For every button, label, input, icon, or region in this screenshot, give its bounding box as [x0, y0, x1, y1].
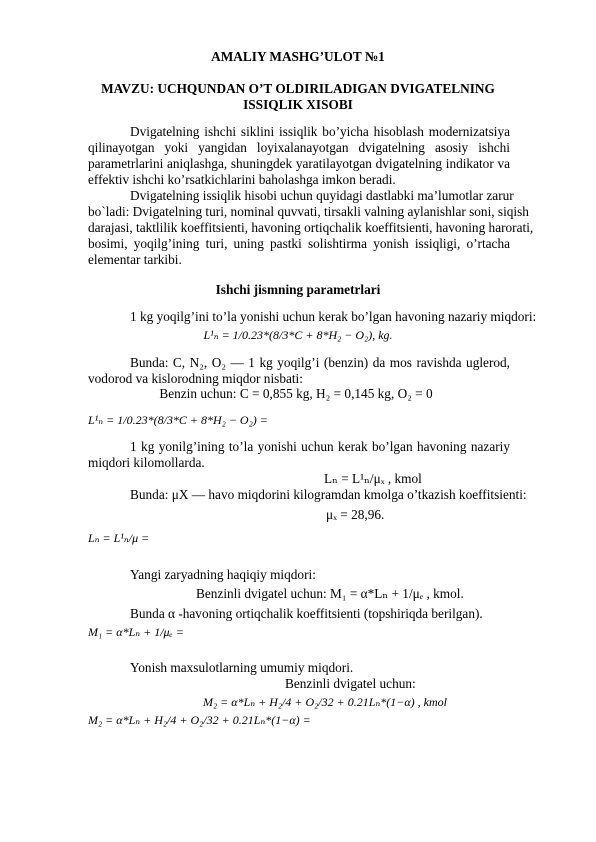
products-title: Yonish maxsulotlarning umumiy miqdori.: [130, 660, 354, 675]
document-title: AMALIY MASHG’ULOT №1: [211, 49, 385, 64]
bunda-mu: Bunda: μX — havo miqdorini kilogramdan kmolga o’tkazish koeffitsienti:: [130, 487, 527, 502]
formula-m2: M₂ = α*Lₙ + H₂/4 + O₂/32 + 0.21Lₙ*(1−α) , kmol: [203, 695, 447, 709]
air-intro: 1 kg yoqilg’ini to’la yonishi uchun kerak bo’lgan havoning nazariy miqdori:: [130, 309, 537, 324]
intro-line: qilinayotgan yoki yangidan loyixalanayotgan dvigatelning asosiy ishchi: [88, 140, 510, 155]
subject-line-1: MAVZU: UCHQUNDAN O’T OLDIRILADIGAN DVIGATELNING: [101, 81, 495, 96]
initial-data-line: bo`ladi: Dvigatelning turi, nominal quvvati, tirsakli valning aylanishlar soni, siqish: [88, 204, 529, 219]
fresh-charge: Yangi zaryadning haqiqiy miqdori:: [130, 567, 316, 582]
formula-l: Lₙ = L¹ₙ/μₓ , kmol: [324, 471, 422, 486]
calc-l0: L¹ₙ = 1/0.23*(8/3*C + 8*H₂ − O₂) =: [88, 413, 268, 427]
initial-data-line: darajasi, taktlilik koeffitsienti, havoning ortiqchalik koeffitsienti, havoning harorati,: [88, 220, 534, 235]
benzin-engine: Benzinli dvigatel uchun:: [285, 676, 416, 691]
initial-data-line: Dvigatelning issiqlik hisobi uchun quyidagi dastlabki ma’lumotlar zarur: [130, 188, 514, 203]
intro-line: Dvigatelning ishchi siklini issiqlik bo’yicha hisoblash modernizatsiya: [130, 124, 510, 139]
bunda-line: vodorod va kislorodning miqdor nisbati:: [88, 371, 303, 386]
formula-l0: L¹ₙ = 1/0.23*(8/3*C + 8*H₂ − O₂), kg.: [203, 328, 393, 342]
intro-line: effektiv ishchi ko’rsatkichlarini baholashga imkon beradi.: [88, 172, 396, 187]
bunda-line: Bunda: C, N₂, O₂ — 1 kg yoqilg’i (benzin) da mos ravishda uglerod,: [130, 355, 510, 370]
initial-data-line: elementar tarkibi.: [88, 252, 182, 267]
calc-m2: M₂ = α*Lₙ + H₂/4 + O₂/32 + 0.21Lₙ*(1−α) =: [88, 713, 311, 727]
kmol-intro-line: miqdori kilomollarda.: [88, 455, 205, 470]
mu-value: μₓ = 28,96.: [326, 507, 385, 522]
kmol-intro-line: 1 kg yonilg’ining to’la yonishi uchun kerak bo’lgan havoning nazariy: [130, 439, 510, 454]
section-title: Ishchi jismning parametrlari: [215, 282, 381, 297]
initial-data-line: bosimi, yoqilg’ining turi, uning pastki solishtirma yonish issiqligi, o’rtacha: [88, 236, 510, 251]
bunda-alpha: Bunda α -havoning ortiqchalik koeffitsienti (topshiriqda berilgan).: [130, 606, 483, 621]
benzin-composition: Benzin uchun: C = 0,855 kg, H₂ = 0,145 kg, O₂ = 0: [159, 386, 433, 401]
calc-l: Lₙ = L¹ₙ/μ =: [88, 531, 150, 545]
formula-m1: Benzinli dvigatel uchun: M₁ = α*Lₙ + 1/μₑ , kmol.: [196, 586, 464, 601]
subject-line-2: ISSIQLIK XISOBI: [243, 97, 353, 112]
intro-line: parametrlarini aniqlashga, shuningdek yaratilayotgan dvigatelning indikator va: [88, 156, 510, 171]
calc-m1: M₁ = α*Lₙ + 1/μₑ =: [88, 625, 184, 639]
